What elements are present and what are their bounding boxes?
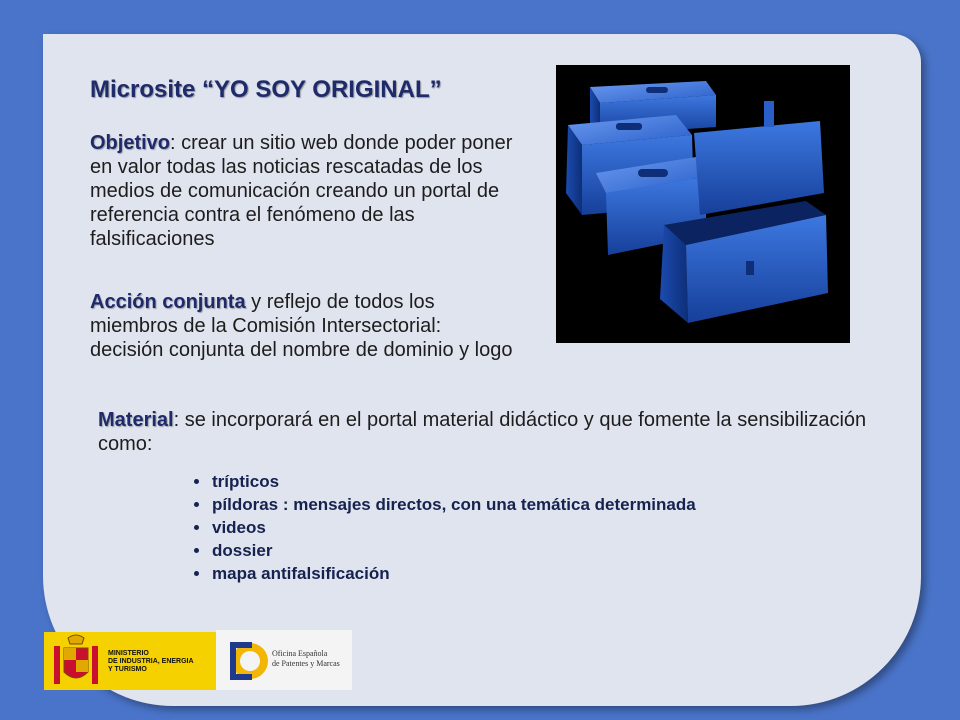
list-item-text: píldoras : mensajes directos, con una temática determinada: [212, 495, 696, 514]
list-item-text: trípticos: [212, 472, 280, 491]
material-list: [190, 470, 696, 585]
accion-paragraph: [90, 290, 520, 362]
page-title: Microsite “YO SOY ORIGINAL”: [90, 76, 442, 103]
accion-text: y reflejo de todos los miembros de la Comisión Intersectorial: decisión conjunta del nombre de dominio y logo: [90, 291, 513, 361]
bullet-icon: [194, 525, 199, 530]
list-item-text: dossier: [212, 541, 273, 560]
list-item: [190, 470, 696, 493]
material-paragraph: [98, 408, 878, 456]
material-keyword: Material: [98, 409, 174, 431]
objetivo-keyword: Objetivo: [90, 132, 171, 154]
list-item: [190, 516, 696, 539]
list-item: [190, 562, 696, 585]
objetivo-paragraph: [90, 131, 520, 251]
blue-boxes-illustration: [556, 65, 850, 343]
bullet-icon: [194, 548, 199, 553]
list-item-text: mapa antifalsificación: [212, 564, 390, 583]
oepm-line: de Patentes y Marcas: [272, 659, 340, 668]
ministry-line: DE INDUSTRIA, ENERGIA: [108, 658, 194, 665]
ministry-line: MINISTERIO: [108, 650, 149, 657]
bullet-icon: [194, 479, 199, 484]
oepm-logo: [216, 630, 352, 690]
list-item-text: videos: [212, 518, 266, 537]
oepm-logo-icon: [222, 636, 272, 686]
list-item: [190, 539, 696, 562]
ministry-line: Y TURISMO: [108, 666, 147, 673]
blue-boxes-image: [556, 65, 850, 343]
footer-logos: [44, 630, 352, 690]
oepm-line: Oficina Española: [272, 649, 328, 658]
oepm-name: [272, 649, 340, 669]
objetivo-text: : crear un sitio web donde poder poner en valor todas las noticias rescatadas de los medios de comunicación creando un portal de referencia contra el fenómeno de las falsificaciones: [90, 132, 513, 250]
ministry-logo: [44, 632, 216, 690]
spanish-coat-of-arms-icon: [46, 632, 106, 690]
bullet-icon: [194, 502, 199, 507]
material-text: : se incorporará en el portal material didáctico y que fomente la sensibilización como:: [98, 409, 867, 455]
list-item: [190, 493, 696, 516]
ministry-name: [108, 650, 194, 674]
bullet-icon: [194, 571, 199, 576]
accion-keyword: Acción conjunta: [90, 291, 246, 313]
